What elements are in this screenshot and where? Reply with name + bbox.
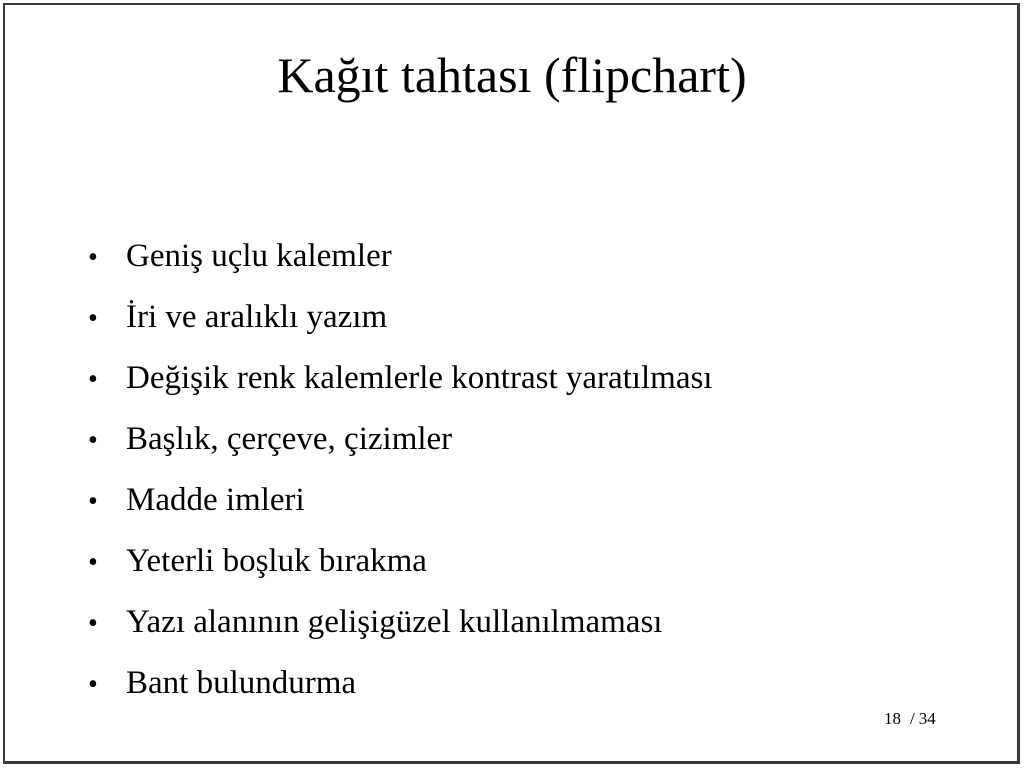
bullet-icon: •	[88, 425, 98, 456]
list-item	[88, 409, 712, 470]
bullet-icon: •	[88, 303, 98, 334]
list-item	[88, 653, 712, 714]
bullet-list	[88, 226, 712, 714]
list-item	[88, 287, 712, 348]
bullet-text: Geniş uçlu kalemler	[126, 238, 392, 274]
bullet-icon: •	[88, 486, 98, 517]
bullet-icon: •	[88, 608, 98, 639]
bullet-text: Değişik renk kalemlerle kontrast yaratılması	[126, 360, 713, 396]
bullet-icon: •	[88, 669, 98, 700]
bullet-text: Bant bulundurma	[126, 665, 357, 701]
bullet-text: İri ve aralıklı yazım	[126, 299, 388, 335]
slide-title: Kağıt tahtası (flipchart)	[277, 47, 747, 103]
list-item	[88, 348, 712, 409]
bullet-icon: •	[88, 364, 98, 395]
bullet-text: Yazı alanının gelişigüzel kullanılmaması	[126, 604, 663, 640]
bullet-text: Madde imleri	[126, 482, 305, 518]
bullet-icon: •	[88, 242, 98, 273]
list-item	[88, 470, 712, 531]
list-item	[88, 592, 712, 653]
list-item	[88, 531, 712, 592]
bullet-text: Yeterli boşluk bırakma	[126, 543, 427, 579]
list-item	[88, 226, 712, 287]
page-current: 18	[884, 709, 901, 728]
page-number	[884, 709, 936, 729]
page-separator: /	[910, 709, 915, 728]
bullet-icon: •	[88, 547, 98, 578]
bullet-text: Başlık, çerçeve, çizimler	[126, 421, 453, 457]
page-total: 34	[918, 709, 936, 728]
